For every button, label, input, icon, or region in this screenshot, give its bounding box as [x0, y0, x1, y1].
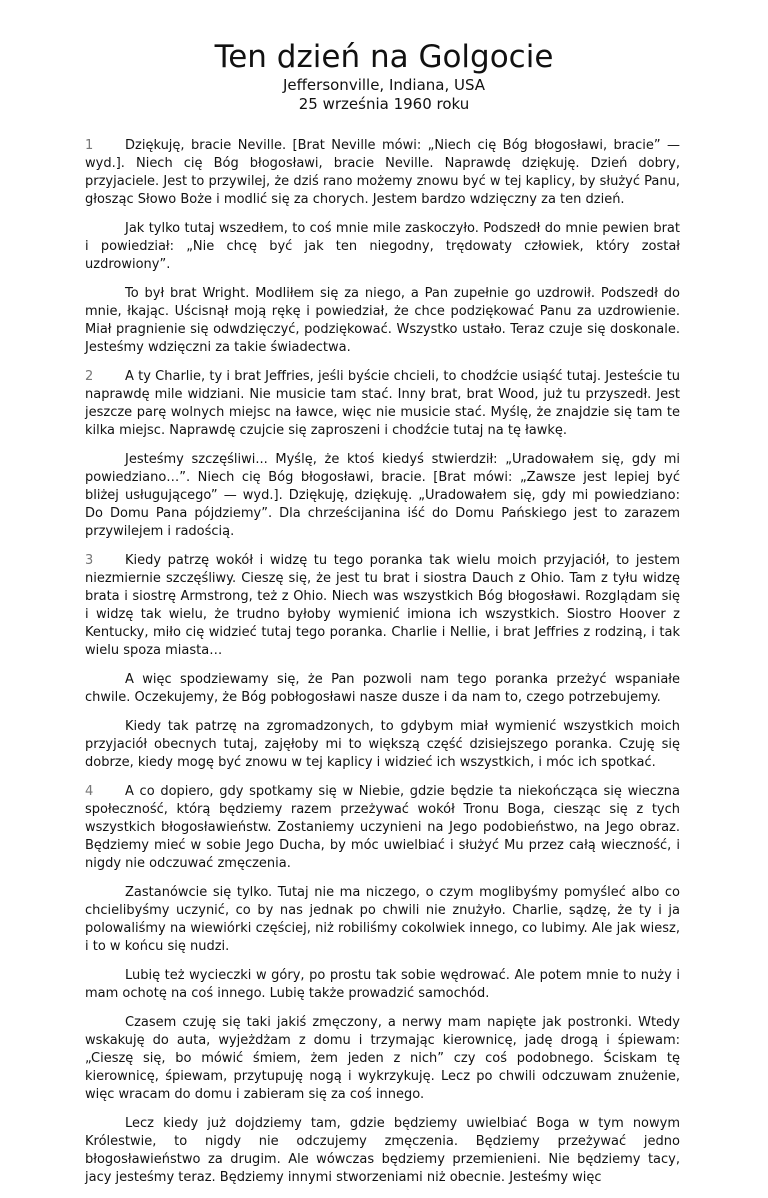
document-title: Ten dzień na Golgocie — [214, 39, 554, 75]
paragraph-text: Dziękuję, bracie Neville. [Brat Neville mówi: „Niech cię Bóg błogosławi, bracie” — wyd.]. Niech cię Bóg błogosławi, bracie Neville. Naprawdę dziękuję. Dzień dobry, przyjaciele. Jest to przywilej, że dziś rano możemy znowu być w tej kaplicy, by służyć Panu, głosząc Słowo Boże i modlić się za chorych. Jestem bardzo wdzięczny za ten dzień. — [85, 138, 680, 207]
paragraph-text: A więc spodziewamy się, że Pan pozwoli nam tego poranka przeżyć wspaniałe chwile. Oczekujemy, że Bóg pobłogosławi nasze dusze i da nam to, czego potrzebujemy. — [85, 672, 680, 705]
paragraph — [85, 451, 680, 541]
paragraph — [85, 368, 680, 440]
paragraph-text: Kiedy tak patrzę na zgromadzonych, to gdybym miał wymienić wszystkich moich przyjaciół obecnych tutaj, zajęłoby mi to większą część dzisiejszego poranka. Czuję się dobrze, kiedy mogę być znowu w tej kaplicy i widzieć ich wszystkich, i móc ich spotkać. — [85, 719, 680, 770]
sermon-location: Jeffersonville, Indiana, USA — [282, 76, 486, 94]
sermon-date: 25 września 1960 roku — [298, 95, 470, 113]
paragraph-text: Jak tylko tutaj wszedłem, to coś mnie mile zaskoczyło. Podszedł do mnie pewien brat i powiedział: „Nie chcę być jak ten niegodny, trędowaty człowiek, który został uzdrowiony”. — [85, 221, 680, 272]
paragraph-text: Zastanówcie się tylko. Tutaj nie ma niczego, o czym moglibyśmy pomyśleć albo co chcielibyśmy uczynić, co by nas jednak po chwili nie znużyło. Charlie, sądzę, że ty i ja polowaliśmy na wiewiórki częściej, niż robiliśmy cokolwiek innego, co lubimy. Ale jak wiesz, i to w końcu się nudzi. — [85, 885, 680, 954]
paragraph — [85, 137, 680, 209]
paragraph — [85, 285, 680, 357]
paragraph-text: A co dopiero, gdy spotkamy się w Niebie, gdzie będzie ta niekończąca się wieczna społeczność, którą będziemy razem przeżywać wokół Tronu Boga, ciesząc się z tych wszystkich błogosławieństw. Zostaniemy uczynieni na Jego podobieństwo, na Jego obraz. Będziemy mieć w sobie Jego Ducha, by móc uwielbiać i służyć Mu przez całą wieczność, i nigdy nie odczuwać zmęczenia. — [85, 784, 680, 871]
paragraph-text: Lubię też wycieczki w góry, po prostu tak sobie wędrować. Ale potem mnie to nuży i mam ochotę na coś innego. Lubię także prowadzić samochód. — [85, 968, 680, 1001]
paragraph-text: Czasem czuję się taki jakiś zmęczony, a nerwy mam napięte jak postronki. Wtedy wskakuję do auta, wyjeżdżam z domu i trzymając kierownicę, jadę drogą i śpiewam: „Cieszę się, bo mówić śmiem, żem jeden z nich” czy coś podobnego. Ściskam tę kierownicę, śpiewam, przytupuję nogą i wykrzykuję. Lecz po chwili odczuwam znużenie, więc wracam do domu i zabieram się za coś innego. — [85, 1015, 680, 1102]
paragraph-text: To był brat Wright. Modliłem się za niego, a Pan zupełnie go uzdrowił. Podszedł do mnie, łkając. Uścisnął moją rękę i powiedział, że chce podziękować Panu za uzdrowienie. Miał pragnienie się odwdzięczyć, podziękować. Wszystko ustało. Teraz czuje się doskonale. Jesteśmy wdzięczni za takie świadectwa. — [85, 286, 680, 355]
paragraph-number: 3 — [85, 553, 94, 568]
paragraph — [85, 220, 680, 274]
paragraph — [85, 884, 680, 956]
paragraph-text: Kiedy patrzę wokół i widzę tu tego poranka tak wielu moich przyjaciół, to jestem niezmiernie szczęśliwy. Cieszę się, że jest tu brat i siostra Dauch z Ohio. Tam z tyłu widzę brata i siostrę Armstrong, też z Ohio. Niech was wszystkich Bóg błogosławi. Rozglądam się i widzę tak wielu, że trudno byłoby wymienić imiona ich wszystkich. Siostro Hoover z Kentucky, miło cię widzieć tutaj tego poranka. Charlie i Nellie, i brat Jeffries z rodziną, i tak wielu spoza miasta… — [85, 553, 680, 658]
paragraph — [85, 718, 680, 772]
paragraph — [85, 552, 680, 660]
paragraph — [85, 1014, 680, 1104]
paragraph-number: 4 — [85, 784, 94, 799]
paragraph-number: 2 — [85, 369, 94, 384]
paragraph — [85, 671, 680, 707]
paragraph — [85, 967, 680, 1003]
paragraph — [85, 1115, 680, 1187]
paragraph — [85, 783, 680, 873]
document-body — [85, 137, 680, 1198]
paragraph-text: A ty Charlie, ty i brat Jeffries, jeśli byście chcieli, to chodźcie usiąść tutaj. Jesteście tu naprawdę mile widziani. Nie musicie tam stać. Inny brat, brat Wood, już tu przyszedł. Jest jeszcze parę wolnych miejsc na ławce, więc nie musicie stać. Myślę, że znajdzie się tam te kilka miejsc. Naprawdę czujcie się zaproszeni i chodźcie tutaj na tę ławkę. — [85, 369, 680, 438]
paragraph-number: 1 — [85, 138, 94, 153]
paragraph-text: Jesteśmy szczęśliwi... Myślę, że ktoś kiedyś stwierdził: „Uradowałem się, gdy mi powiedziano…”. Niech cię Bóg błogosławi, bracie. [Brat mówi: „Zawsze jest lepiej być bliżej usługującego” — wyd.]. Dziękuję, dziękuję. „Uradowałem się, gdy mi powiedziano: Do Domu Pana pójdziemy”. Dla chrześcijanina iść do Domu Pańskiego jest to zarazem przywilejem i radością. — [85, 452, 680, 539]
paragraph-text: Lecz kiedy już dojdziemy tam, gdzie będziemy uwielbiać Boga w tym nowym Królestwie, to nigdy nie odczujemy zmęczenia. Będziemy przeżywać jedno błogosławieństwo za drugim. Ale wówczas będziemy przemienieni. Nie będziemy tacy, jacy jesteśmy teraz. Będziemy innymi stworzeniami niż obecnie. Jesteśmy więc — [85, 1116, 680, 1185]
